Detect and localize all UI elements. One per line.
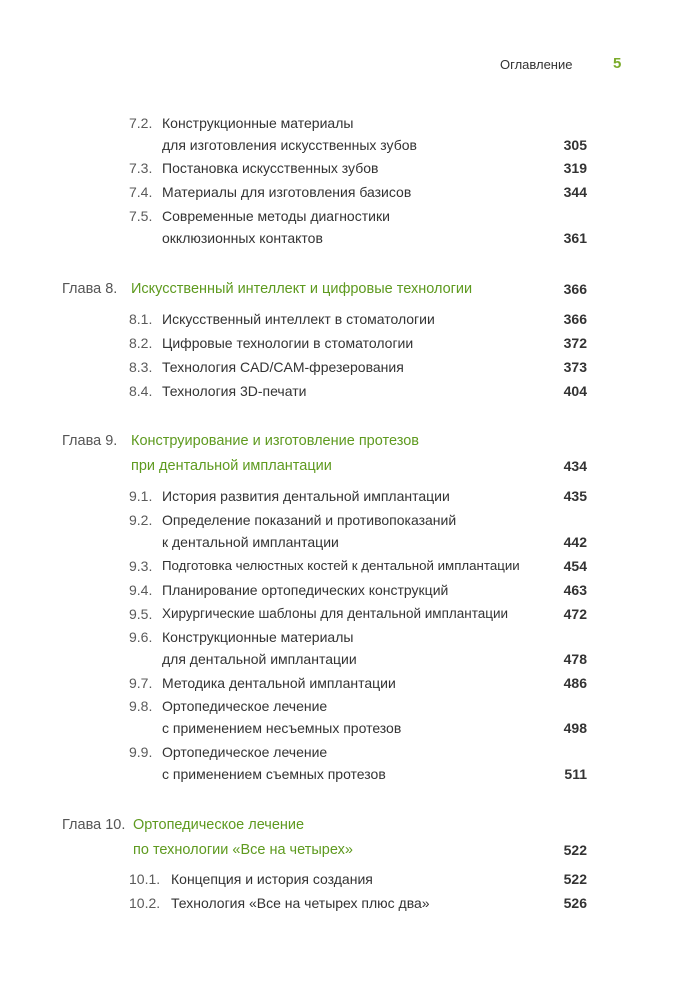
- entry-title-line1: Конструкционные материалы: [162, 629, 354, 645]
- entry-page: 522: [563, 871, 587, 887]
- entry-title-line1: История развития дентальной имплантации: [162, 488, 450, 504]
- toc-entry-9-2[interactable]: [0, 512, 698, 550]
- toc-entry-7-4[interactable]: [0, 184, 698, 208]
- entry-number: 9.4.: [129, 582, 153, 598]
- toc-entry-9-9[interactable]: [0, 744, 698, 782]
- chapter-heading-10[interactable]: [0, 817, 698, 858]
- entry-page: 319: [563, 160, 587, 176]
- entry-number: 10.2.: [129, 895, 161, 911]
- chapter-label: Глава 9.: [62, 433, 118, 449]
- entry-number: 8.2.: [129, 335, 153, 351]
- entry-number: 7.2.: [129, 115, 153, 131]
- entry-number: 9.9.: [129, 744, 153, 760]
- entry-page: 472: [563, 606, 587, 622]
- entry-title-line1: Технология 3D-печати: [162, 383, 307, 399]
- entry-title-line1: Конструкционные материалы: [162, 115, 354, 131]
- entry-number: 8.1.: [129, 311, 153, 327]
- chapter-label: Глава 8.: [62, 281, 118, 297]
- entry-page: 404: [563, 383, 587, 399]
- entry-number: 9.6.: [129, 629, 153, 645]
- chapter-title-line1: Конструирование и изготовление протезов: [131, 433, 419, 449]
- chapter-heading-9[interactable]: [0, 433, 698, 474]
- entry-page: 372: [563, 335, 587, 351]
- toc-entry-8-4[interactable]: [0, 383, 698, 407]
- chapter-page: 434: [563, 458, 587, 474]
- entry-number: 7.4.: [129, 184, 153, 200]
- chapter-label: Глава 10.: [62, 817, 126, 833]
- toc-entry-9-7[interactable]: [0, 675, 698, 699]
- chapter-heading-8[interactable]: [0, 281, 698, 305]
- toc-entry-8-3[interactable]: [0, 359, 698, 383]
- toc-entry-8-1[interactable]: [0, 311, 698, 335]
- chapter-title-line2: при дентальной имплантации: [131, 458, 332, 474]
- entry-title-line1: Цифровые технологии в стоматологии: [162, 335, 414, 351]
- header-title: Оглавление: [500, 57, 573, 72]
- toc-entry-9-3[interactable]: [0, 558, 698, 582]
- entry-title-line1: Материалы для изготовления базисов: [162, 184, 412, 200]
- toc-entry-9-4[interactable]: [0, 582, 698, 606]
- entry-title-line1: Подготовка челюстных костей к дентальной имплантации: [162, 558, 520, 573]
- entry-title-line2: окклюзионных контактов: [162, 230, 323, 246]
- page-number: 5: [613, 55, 622, 72]
- entry-title-line1: Хирургические шаблоны для дентальной имплантации: [162, 606, 509, 621]
- entry-page: 435: [563, 488, 587, 504]
- toc-entry-9-8[interactable]: [0, 698, 698, 736]
- entry-number: 9.2.: [129, 512, 153, 528]
- entry-title-line1: Искусственный интеллект в стоматологии: [162, 311, 435, 327]
- entry-page: 344: [563, 184, 587, 200]
- entry-page: 366: [563, 311, 587, 327]
- entry-page: 442: [563, 534, 587, 550]
- entry-title-line1: Концепция и история создания: [171, 871, 373, 887]
- toc-entry-7-2[interactable]: [0, 115, 698, 153]
- entry-number: 8.4.: [129, 383, 153, 399]
- entry-number: 9.7.: [129, 675, 153, 691]
- entry-number: 9.1.: [129, 488, 153, 504]
- entry-page: 305: [563, 137, 587, 153]
- toc-entry-9-5[interactable]: [0, 606, 698, 630]
- chapter-title-line1: Искусственный интеллект и цифровые технологии: [131, 281, 473, 297]
- entry-number: 9.5.: [129, 606, 153, 622]
- entry-page: 511: [564, 766, 587, 782]
- chapter-page: 522: [563, 842, 587, 858]
- entry-title-line2: с применением съемных протезов: [162, 766, 386, 782]
- chapter-page: 366: [563, 281, 587, 297]
- toc-entry-10-1[interactable]: [0, 871, 698, 895]
- entry-title-line1: Определение показаний и противопоказаний: [162, 512, 457, 528]
- entry-number: 8.3.: [129, 359, 153, 375]
- entry-page: 463: [563, 582, 587, 598]
- entry-title-line1: Технология «Все на четырех плюс два»: [171, 895, 430, 911]
- entry-title-line1: Методика дентальной имплантации: [162, 675, 396, 691]
- entry-title-line2: для дентальной имплантации: [162, 651, 357, 667]
- toc-entry-9-1[interactable]: [0, 488, 698, 512]
- entry-number: 10.1.: [129, 871, 161, 887]
- chapter-title-line1: Ортопедическое лечение: [133, 817, 305, 833]
- entry-number: 9.3.: [129, 558, 153, 574]
- entry-title-line2: с применением несъемных протезов: [162, 720, 402, 736]
- entry-number: 7.3.: [129, 160, 153, 176]
- entry-page: 373: [563, 359, 587, 375]
- entry-page: 478: [563, 651, 587, 667]
- toc-entry-9-6[interactable]: [0, 629, 698, 667]
- entry-title-line1: Ортопедическое лечение: [162, 744, 328, 760]
- entry-page: 498: [563, 720, 587, 736]
- entry-title-line2: к дентальной имплантации: [162, 534, 339, 550]
- entry-title-line1: Технология CAD/CAM-фрезерования: [162, 359, 404, 375]
- chapter-title-line2: по технологии «Все на четырех»: [133, 842, 353, 858]
- entry-title-line1: Современные методы диагностики: [162, 208, 390, 224]
- entry-page: 454: [563, 558, 587, 574]
- entry-title-line1: Планирование ортопедических конструкций: [162, 582, 449, 598]
- toc-entry-7-5[interactable]: [0, 208, 698, 246]
- entry-number: 7.5.: [129, 208, 153, 224]
- entry-page: 361: [563, 230, 587, 246]
- entry-title-line1: Постановка искусственных зубов: [162, 160, 379, 176]
- toc-entry-10-2[interactable]: [0, 895, 698, 919]
- entry-page: 486: [563, 675, 587, 691]
- entry-title-line2: для изготовления искусственных зубов: [162, 137, 417, 153]
- toc-entry-7-3[interactable]: [0, 160, 698, 184]
- toc-entry-8-2[interactable]: [0, 335, 698, 359]
- entry-title-line1: Ортопедическое лечение: [162, 698, 328, 714]
- entry-number: 9.8.: [129, 698, 153, 714]
- entry-page: 526: [563, 895, 587, 911]
